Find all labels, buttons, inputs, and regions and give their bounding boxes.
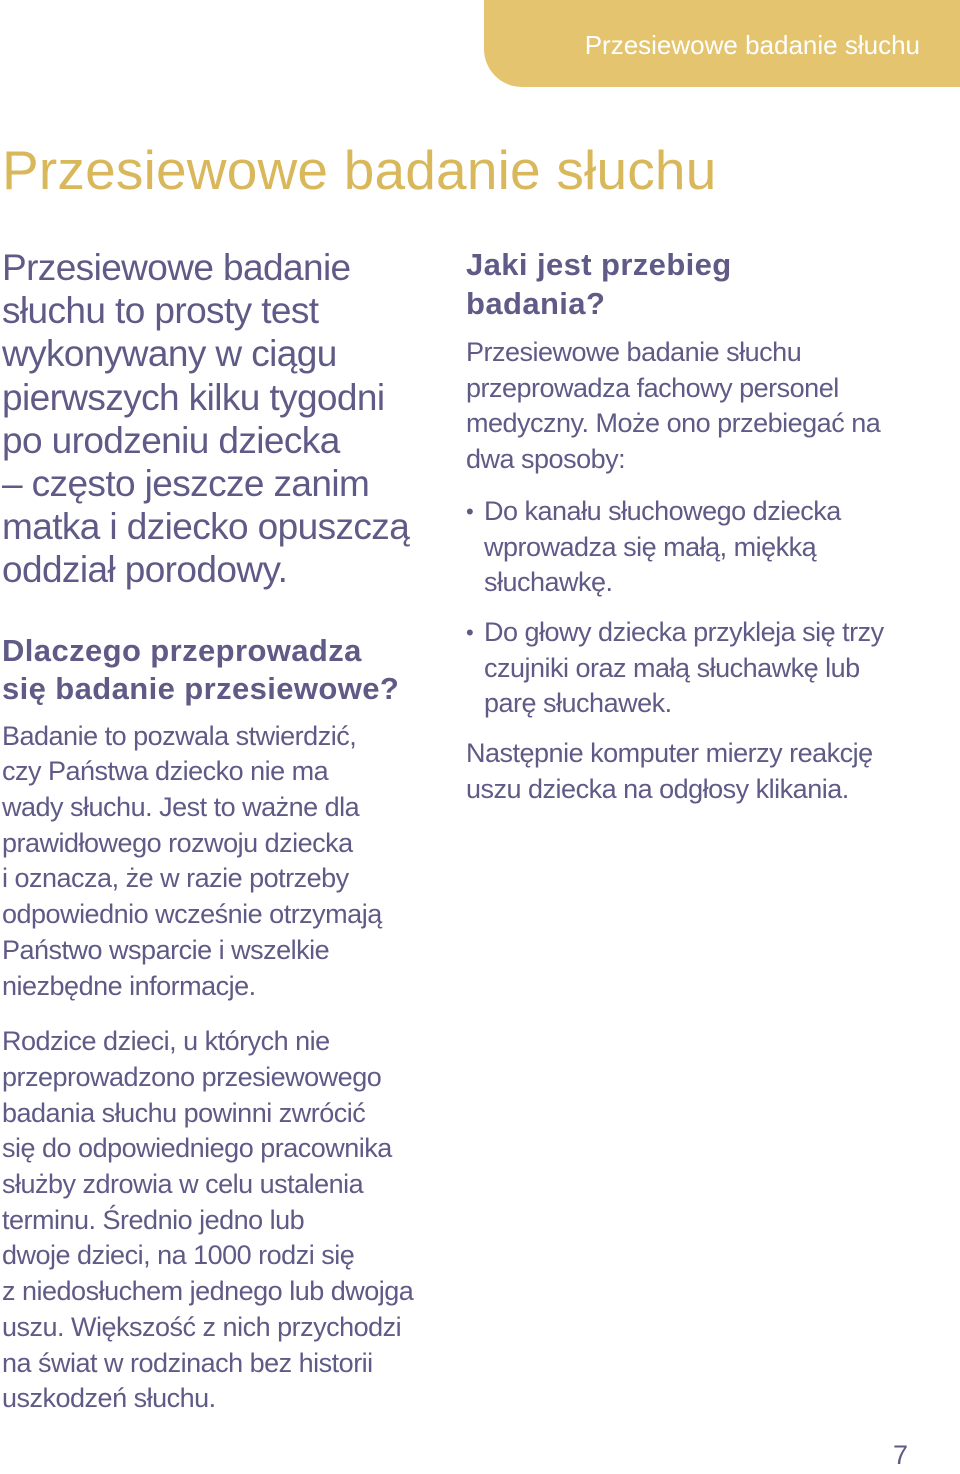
body-line: wady słuchu. Jest to ważne dla (2, 792, 360, 823)
body-line: Państwo wsparcie i wszelkie (2, 934, 330, 965)
lead-line: po urodzeniu dziecka (2, 419, 340, 461)
body-line: czy Państwa dziecko nie ma (2, 756, 329, 787)
body-line: Następnie komputer mierzy reakcję (466, 738, 873, 769)
bullet-icon: • (466, 619, 474, 645)
header-tab (484, 0, 960, 87)
how-heading-line: badania? (466, 285, 606, 321)
why-heading-line: się badanie przesiewowe? (2, 671, 400, 707)
body-line: niezbędne informacje. (2, 970, 256, 1001)
page-title: Przesiewowe badanie słuchu (2, 139, 717, 201)
lead-line: słuchu to prosty test (2, 290, 319, 332)
list-item-line: parę słuchawek. (484, 688, 672, 719)
how-heading-line: Jaki jest przebieg (466, 247, 732, 282)
how-outro (466, 736, 936, 807)
bullet-icon: • (466, 498, 474, 524)
how-intro (466, 335, 936, 478)
body-line: przeprowadzono przesiewowego (2, 1061, 382, 1092)
body-line: na świat w rodzinach bez historii (2, 1347, 373, 1378)
list-item-line: Do głowy dziecka przykleja się trzy (484, 616, 884, 647)
body-line: służby zdrowia w celu ustalenia (2, 1169, 364, 1200)
body-line: prawidłowego rozwoju dziecka (2, 827, 353, 858)
body-line: z niedosłuchem jednego lub dwojga (2, 1276, 414, 1307)
intro-lead (2, 246, 442, 592)
lead-line: wykonywany w ciągu (2, 333, 337, 375)
body-line: dwoje dzieci, na 1000 rodzi się (2, 1240, 355, 1271)
lead-line: pierwszych kilku tygodni (2, 376, 385, 418)
list-item (466, 615, 936, 722)
body-line: uszu. Większość z nich przychodzi (2, 1311, 402, 1342)
body-line: Przesiewowe badanie słuchu (466, 337, 802, 367)
parents-body (2, 1024, 442, 1417)
body-line: dwa sposoby: (466, 444, 626, 475)
body-line: terminu. Średnio jedno lub (2, 1204, 305, 1235)
body-line: uszu dziecka na odgłosy klikania. (466, 773, 849, 804)
list-item-line: wprowadza się małą, miękką (484, 531, 817, 562)
why-heading-line: Dlaczego przeprowadza (2, 632, 362, 668)
page-number: 7 (892, 1440, 908, 1470)
body-line: się do odpowiedniego pracownika (2, 1133, 392, 1164)
body-line: odpowiednio wcześnie otrzymają (2, 899, 382, 930)
body-line: uszkodzeń słuchu. (2, 1383, 216, 1414)
list-item-line: Do kanału słuchowego dziecka (484, 495, 841, 526)
body-line: medyczny. Może ono przebiegać na (466, 408, 881, 439)
lead-line: matka i dziecko opuszczą (2, 506, 410, 548)
left-column (2, 246, 442, 1417)
body-line: badania słuchu powinni zwrócić (2, 1097, 366, 1128)
body-line: i oznacza, że w razie potrzeby (2, 863, 349, 894)
lead-line: Przesiewowe badanie (2, 247, 351, 288)
right-column (466, 246, 936, 807)
how-heading (466, 246, 936, 323)
why-heading (2, 632, 442, 709)
body-line: Badanie to pozwala stwierdzić, (2, 720, 357, 751)
body-line: Rodzice dzieci, u których nie (2, 1026, 330, 1057)
list-item-line: słuchawkę. (484, 567, 613, 598)
why-body (2, 719, 442, 1005)
list-item-line: czujniki oraz małą słuchawkę lub (484, 652, 860, 683)
list-item (466, 494, 936, 601)
lead-line: – często jeszcze zanim (2, 463, 370, 505)
header-tab-title: Przesiewowe badanie słuchu (584, 30, 920, 60)
body-line: przeprowadza fachowy personel (466, 372, 839, 403)
method-list (466, 494, 936, 722)
lead-line: oddział porodowy. (2, 549, 288, 591)
